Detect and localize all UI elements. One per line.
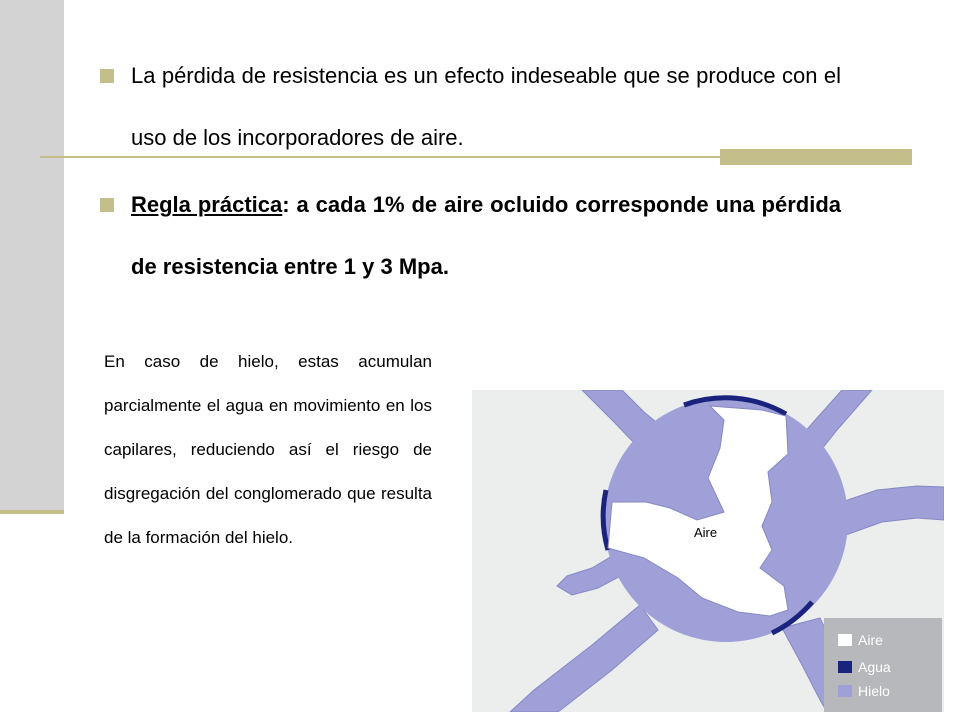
legend-swatch-agua (838, 661, 852, 673)
legend-label-agua: Agua (858, 659, 891, 675)
legend-swatch-hielo (838, 685, 852, 697)
bullet-2-lead: Regla práctica (131, 192, 283, 217)
bullet-text-2 (131, 174, 841, 298)
bullet-text-1: La pérdida de resistencia es un efecto indeseable que se produce con el uso de los incorporadores de aire. (131, 63, 841, 150)
bullet-marker-1 (100, 69, 114, 83)
bullet-marker-2 (100, 198, 114, 212)
air-label: Aire (694, 525, 718, 540)
bullet-2-rest: : a cada 1% de aire ocluido corresponde una pérdida de resistencia entre 1 y 3 Mpa. (131, 192, 842, 279)
legend-swatch-aire (838, 634, 852, 646)
legend-item-hielo (838, 681, 890, 701)
diagram-legend (824, 618, 942, 712)
left-bar-accent (0, 510, 64, 514)
legend-item-agua (838, 657, 891, 677)
legend-label-hielo: Hielo (858, 683, 890, 699)
left-decorative-bar (0, 0, 64, 512)
legend-label-aire: Aire (858, 632, 883, 648)
ice-explanation-paragraph: En caso de hielo, estas acumulan parcialmente el agua en movimiento en los capilares, reduciendo así el riesgo de disgregación del conglomerado que resulta de la formación del hielo. (104, 352, 432, 547)
legend-item-aire (838, 630, 883, 650)
